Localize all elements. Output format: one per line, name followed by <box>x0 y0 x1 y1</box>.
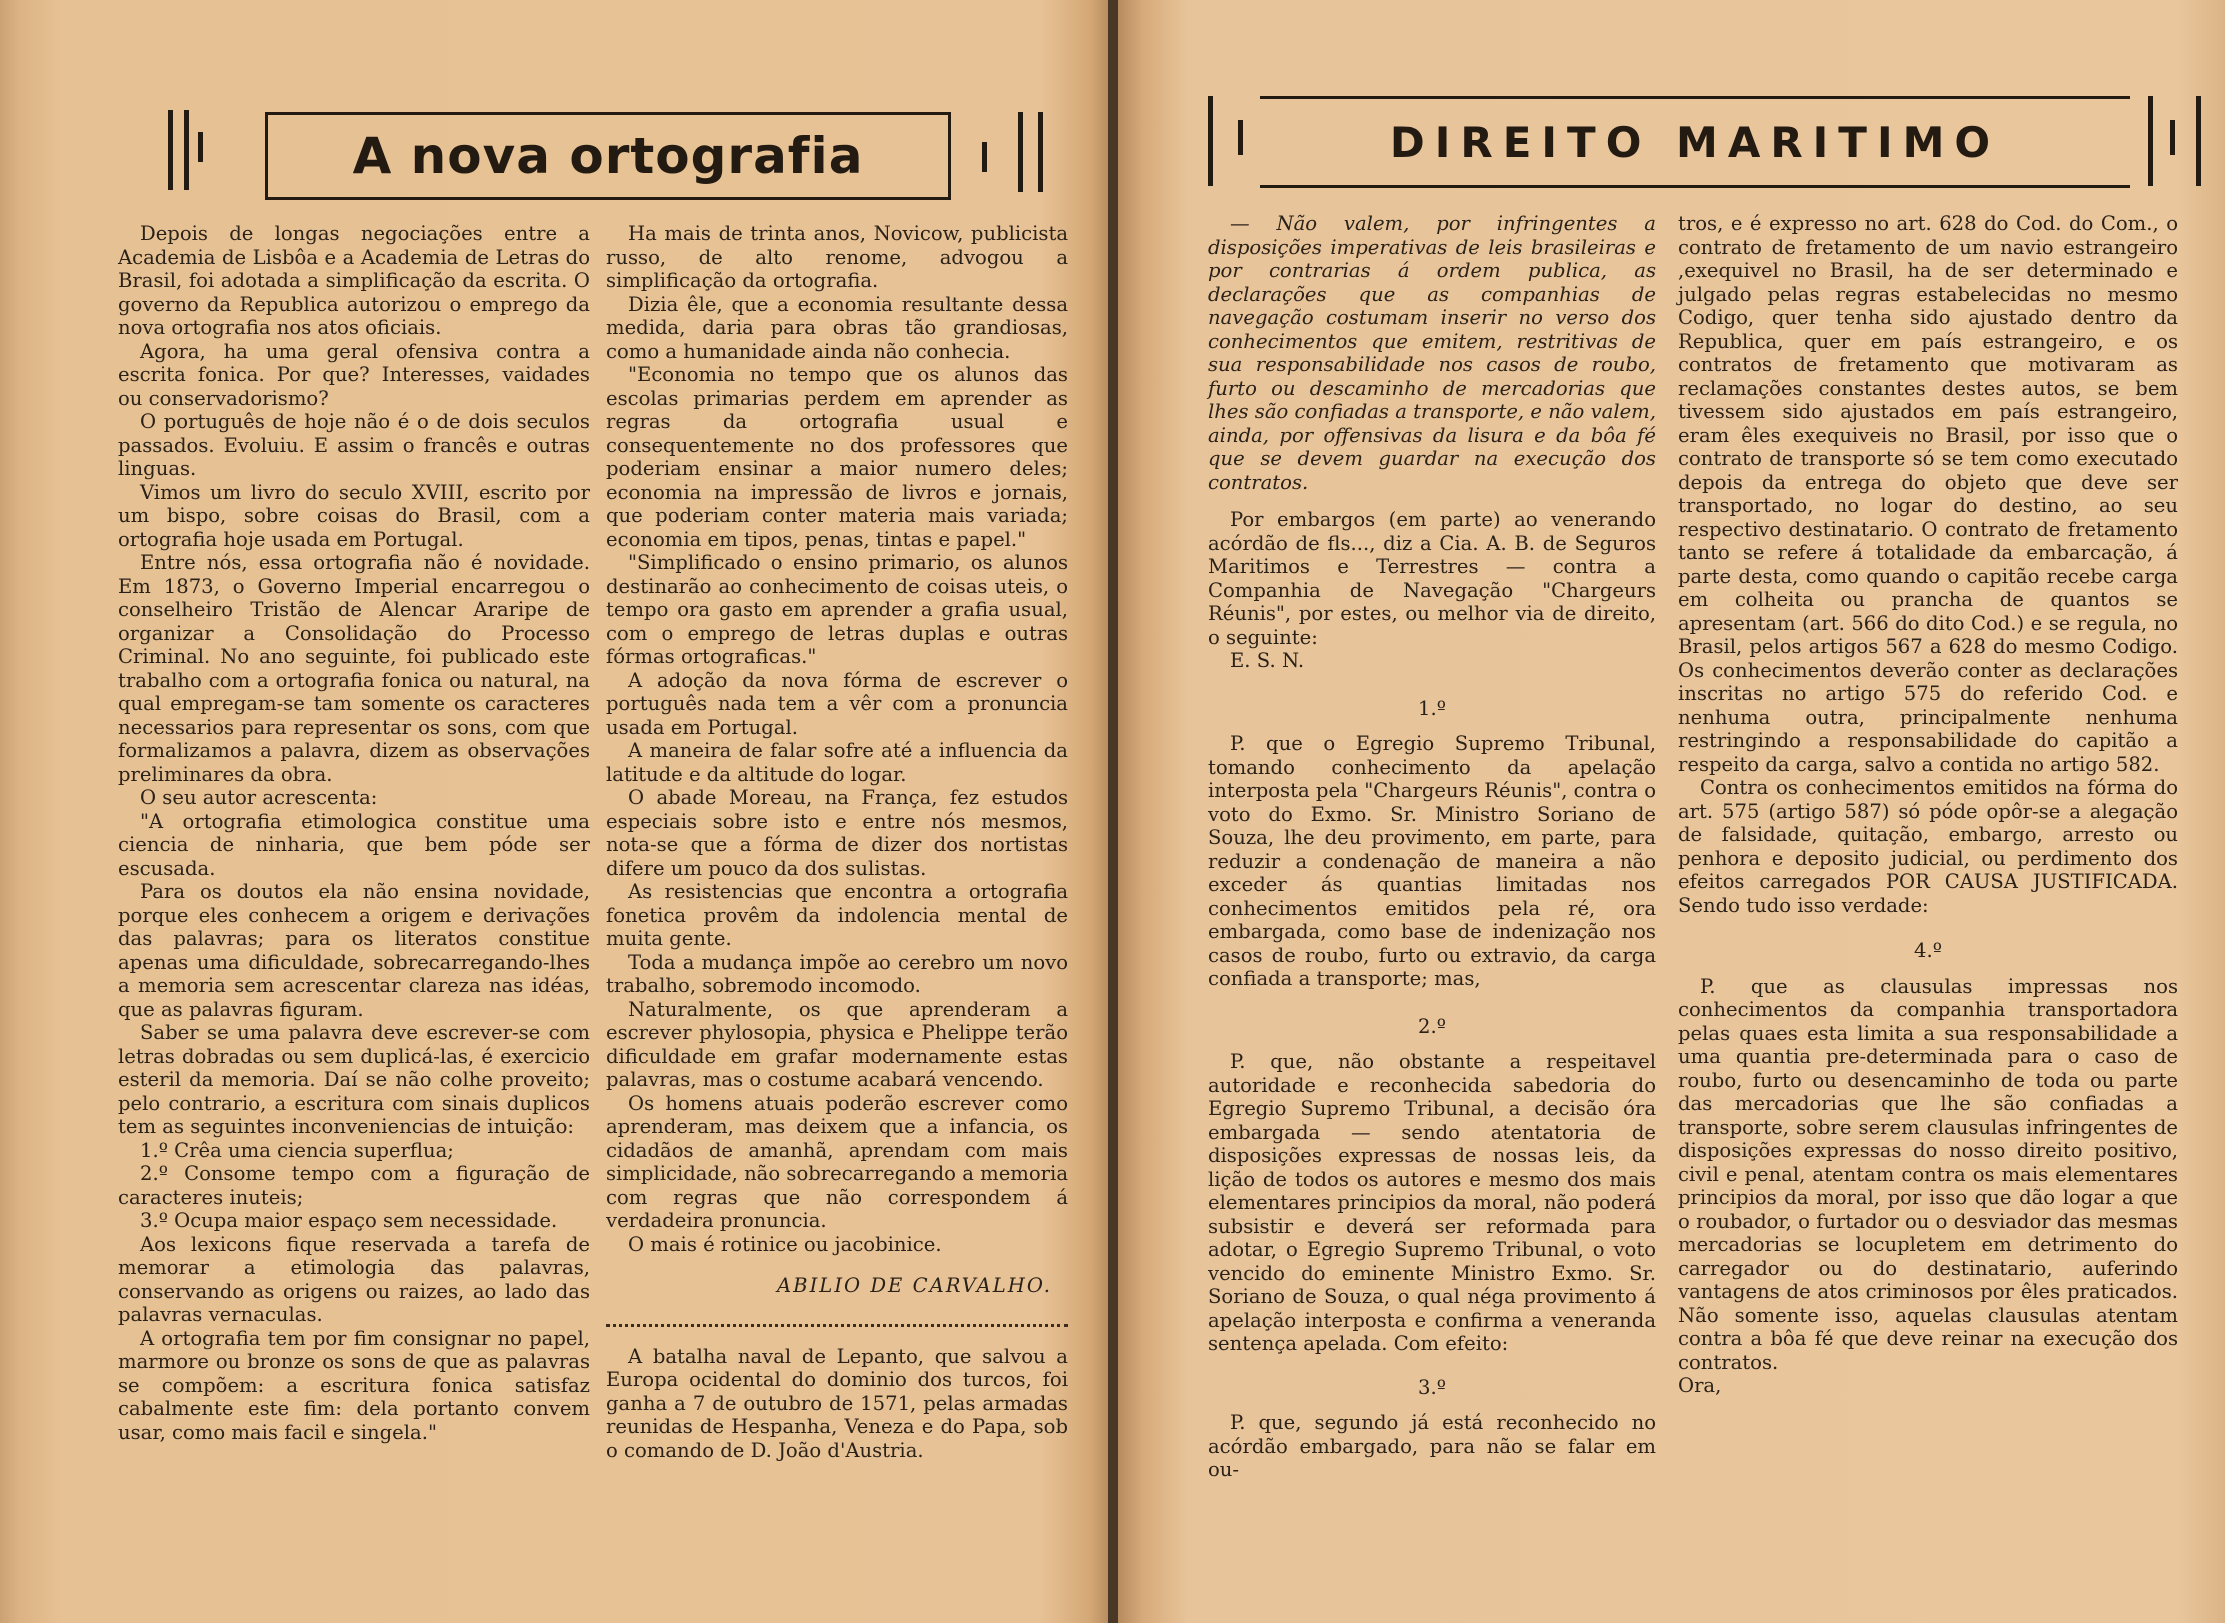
title-rule <box>198 132 203 162</box>
left-column-1 <box>118 222 590 1444</box>
paragraph: Toda a mudança impõe ao cerebro um novo trabalho, sobremodo incomodo. <box>606 950 1068 997</box>
left-column-2 <box>606 222 1068 1462</box>
title-rule <box>2196 96 2201 186</box>
summary-paragraph: — Não valem, por infringentes a disposições imperativas de leis brasileiras e por contrarias á ordem publica, as declarações que as companhias de navegação costumam inserir no verso dos conhecimentos que emitem, restritivas de sua responsabilidade nos casos de roubo, furto ou descaminho de mercadorias que lhes são confiadas a transporte, e não valem, ainda, por offensivas da lisura e da bôa fé que se devem guardar na execução dos contratos. <box>1208 212 1656 494</box>
paragraph: P. que, segundo já está reconhecido no acórdão embargado, para não se falar em ou- <box>1208 1411 1656 1481</box>
paragraph: Os homens atuais poderão escrever como aprenderam, mas deixem que a infancia, os cidadãos de amanhã, aprendam com mais simplicidade, não sobrecarregando a memoria com regras que não correspondem á verdadeira pronuncia. <box>606 1091 1068 1232</box>
title-rule <box>168 110 173 190</box>
section-title: DIREITO MARITIMO <box>1389 117 2001 167</box>
dotted-divider <box>606 1324 1068 1327</box>
list-item: 3.º Ocupa maior espaço sem necessidade. <box>140 1209 558 1232</box>
paragraph: Contra os conhecimentos emitidos na fórma do art. 575 (artigo 587) só póde opôr-se a alegação de falsidade, quitação, embargo, arresto ou penhora e deposito judicial, ou perdimento dos efeitos carregados POR CAUSA JUSTIFICADA. Sendo tudo isso verdade: <box>1678 776 2178 917</box>
paragraph: Naturalmente, os que aprenderam a escrever phylosopia, physica e Phelippe terão dificuldade em grafar modernamente estas palavras, mas o costume acabará vencendo. <box>606 997 1068 1091</box>
paragraph: Para os doutos ela não ensina novidade, porque eles conhecem a origem e derivações das palavras; para os literatos constitue apenas uma dificuldade, sobrecarregando-lhes a memoria sem acrescentar clareza nas idéas, que as palavras figuram. <box>118 880 590 1021</box>
title-rule <box>1208 96 1213 186</box>
paragraph: P. que o Egregio Supremo Tribunal, tomando conhecimento da apelação interposta pela "Chargeurs Réunis", contra o voto do Exmo. Sr. Ministro Soriano de Souza, lhe deu provimento, em parte, para reduzir a condenação de maneira a não exceder ás quantias limitadas nos conhecimentos emitidos pela ré, ora embargada, como base de indenização nos casos de roubo, furto ou extravio, da carga confiada a transporte; mas, <box>1208 732 1657 990</box>
paragraph: O mais é rotinice ou jacobinice. <box>628 1232 942 1256</box>
paragraph: Dizia êle, que a economia resultante dessa medida, daria para obras tão grandiosas, como a humanidade ainda não conhecia. <box>606 292 1068 363</box>
title-rule <box>982 142 987 172</box>
section-number: 2.º <box>1418 1014 1446 1038</box>
paragraph: A adoção da nova fórma de escrever o português nada tem a vêr com a pronuncia usada em Portugal. <box>606 668 1068 739</box>
paragraph: Agora, ha uma geral ofensiva contra a escrita fonica. Por que? Interesses, vaidades ou conservadorismo? <box>118 339 590 410</box>
paragraph: Entre nós, essa ortografia não é novidade. Em 1873, o Governo Imperial encarregou o conselheiro Tristão de Alencar Araripe de organizar a Consolidação do Processo Criminal. No ano seguinte, foi publicado este trabalho com a ortografia fonica ou natural, na qual empregam-se tam somente os caracteres necessarios para representar os sons, com que formalizamos a palavra, dizem as observações preliminares da obra. <box>118 551 590 786</box>
title-rule <box>2170 120 2175 155</box>
paragraph: Ha mais de trinta anos, Novicow, publicista russo, de alto renome, advogou a simplificação da ortografia. <box>606 222 1068 292</box>
article-title: A nova ortografia <box>352 127 864 185</box>
section-title-box <box>1260 96 2130 188</box>
paragraph: Por embargos (em parte) ao venerando acórdão de fls..., diz a Cia. A. B. de Seguros Maritimos e Terrestres — contra a Companhia de Navegação "Chargeurs Réunis", por estes, ou melhor via de direito, o seguinte: <box>1208 508 1656 649</box>
title-rule <box>1038 112 1043 192</box>
paragraph: O português de hoje não é o de dois seculos passados. Evoluiu. E assim o francês e outras linguas. <box>118 410 590 480</box>
paragraph: tros, e é expresso no art. 628 do Cod. do Com., o contrato de fretamento de um navio estrangeiro ,exequivel no Brasil, ha de ser determinado e julgado pelas regras estabelecidas no mesmo Codigo, quer tenha sido ajustado dentro da Republica, quer em país estrangeiro, e os contratos de fretamento que motivaram as reclamações constantes destes autos, se bem tivessem sido ajustados em país estrangeiro, eram êles exequiveis no Brasil, por isso que o contrato de transporte só se tem como executado depois da entrega do objeto que deve ser transportado, no logar do destino, ao seu respectivo destinatario. O contrato de fretamento tanto se refere á totalidade da embarcação, á parte desta, como quando o capitão recebe carga em colheita ou prancha de quantos se apresentam (art. 566 do dito Cod.) e se regula, no Brasil, pelos artigos 567 a 628 do mesmo Codigo. Os conhecimentos deverão conter as declarações inscritas no artigo 575 do referido Cod. e nenhuma outra, principalmente nenhuma restringindo a responsabilidade do capitão a respeito da carga, salvo a contida no artigo 582. <box>1678 212 2178 776</box>
title-rule <box>1018 112 1023 192</box>
paragraph: O seu autor acrescenta: <box>140 786 378 809</box>
paragraph: A ortografia tem por fim consignar no papel, marmore ou bronze os sons de que as palavras se compõem: a escritura fonica satisfaz cabalmente este fim: dela portanto convem usar, como mais facil e singela." <box>118 1326 590 1444</box>
right-page <box>1118 0 2225 1623</box>
paragraph: As resistencias que encontra a ortografia fonetica provêm da indolencia mental de muita gente. <box>606 880 1068 950</box>
paragraph: Aos lexicons fique reservada a tarefa de memorar a etimologia das palavras, conservando as origens ou raizes, ao lado das palavras vernaculas. <box>118 1232 590 1326</box>
title-rule <box>1238 120 1243 155</box>
esn-label: E. S. N. <box>1230 649 1305 672</box>
left-page <box>0 0 1110 1623</box>
paragraph: O abade Moreau, na França, fez estudos especiais sobre isto e entre nós mesmos, nota-se que a fórma de dizer dos nortistas difere um pouco da dos sulistas. <box>606 786 1068 880</box>
paragraph: Vimos um livro do seculo XVIII, escrito por um bispo, sobre coisas do Brasil, com a ortografia hoje usada em Portugal. <box>118 480 590 551</box>
author-signature: ABILIO DE CARVALHO. <box>777 1274 1052 1297</box>
paragraph: "Economia no tempo que os alunos das escolas primarias perdem em aprender as regras da ortografia usual e consequentemente no dos professores que poderiam ensinar a maior numero deles; economia na impressão de livros e jornais, que poderiam conter materia mais variada; economia em tipos, penas, tintas e papel." <box>606 363 1068 551</box>
lepanto-note: A batalha naval de Lepanto, que salvou a Europa ocidental do dominio dos turcos, foi ganha a 7 de outubro de 1571, pelas armadas reunidas de Hespanha, Veneza e do Papa, sob o comando de D. João d'Austria. <box>606 1344 1068 1462</box>
paragraph: Saber se uma palavra deve escrever-se com letras dobradas ou sem duplicá-las, é exercicio esteril da memoria. Daí se não colhe proveito; pelo contrario, a escritura com sinais duplicos tem as seguintes inconveniencias de intuição: <box>118 1021 590 1138</box>
section-number: 3.º <box>1418 1375 1446 1399</box>
title-rule <box>2148 96 2153 186</box>
paragraph: "Simplificado o ensino primario, os alunos destinarão ao conhecimento de coisas uteis, o tempo ora gasto em aprender a grafia usual, com o emprego de letras duplas e outras fórmas ortograficas." <box>606 551 1068 668</box>
list-item: 1.º Crêa uma ciencia superflua; <box>140 1138 454 1162</box>
paragraph: P. que, não obstante a respeitavel autoridade e reconhecida sabedoria do Egregio Supremo Tribunal, a decisão óra embargada — sendo atentatoria de disposições expressas de nossas leis, da lição de todos os autores e mesmo dos mais elementares principios da moral, não poderá subsistir e deverá ser reformada para adotar, o Egregio Supremo Tribunal, o voto vencido do eminente Ministro Exmo. Sr. Soriano de Souza, o qual néga provimento á apelação interposta e confirma a veneranda sentença apelada. Com efeito: <box>1208 1050 1656 1355</box>
title-rule <box>184 110 189 190</box>
paragraph: P. que as clausulas impressas nos conhecimentos da companhia transportadora pelas quaes esta limita a sua responsabilidade a uma quantia pre-determinada para o caso de roubo, furto ou desencaminho de toda ou parte das mercadorias que lhe são confiadas a transporte, sobre serem clausulas infringentes de disposições expressas do nosso direito positivo, civil e penal, atentam contra os mais elementares principios da moral, por isso que dão logar a que o roubador, o furtador ou o desviador das mesmas mercadorias se locupletem em detrimento do carregador ou do destinatario, auferindo vantagens de atos criminosos por êles praticados. Não somente isso, aquelas clausulas atentam contra a bôa fé que deve reinar na execução dos contratos. <box>1678 974 2178 1374</box>
paragraph: Depois de longas negociações entre a Academia de Lisbôa e a Academia de Letras do Brasil, foi adotada a simplificação da escrita. O governo da Republica autorizou o emprego da nova ortografia nos atos oficiais. <box>118 222 590 339</box>
article-title-box <box>265 112 951 200</box>
right-column-2 <box>1678 212 2178 1398</box>
section-number: 4.º <box>1914 939 1942 962</box>
paragraph: Ora, <box>1678 1374 1722 1397</box>
list-item: 2.º Consome tempo com a figuração de caracteres inuteis; <box>118 1162 590 1209</box>
paragraph: "A ortografia etimologica constitue uma ciencia de ninharia, que bem póde ser escusada. <box>118 809 590 880</box>
paragraph: A maneira de falar sofre até a influencia da latitude e da altitude do logar. <box>606 739 1068 786</box>
right-column-1 <box>1208 212 1656 1482</box>
section-number: 1.º <box>1418 696 1446 720</box>
